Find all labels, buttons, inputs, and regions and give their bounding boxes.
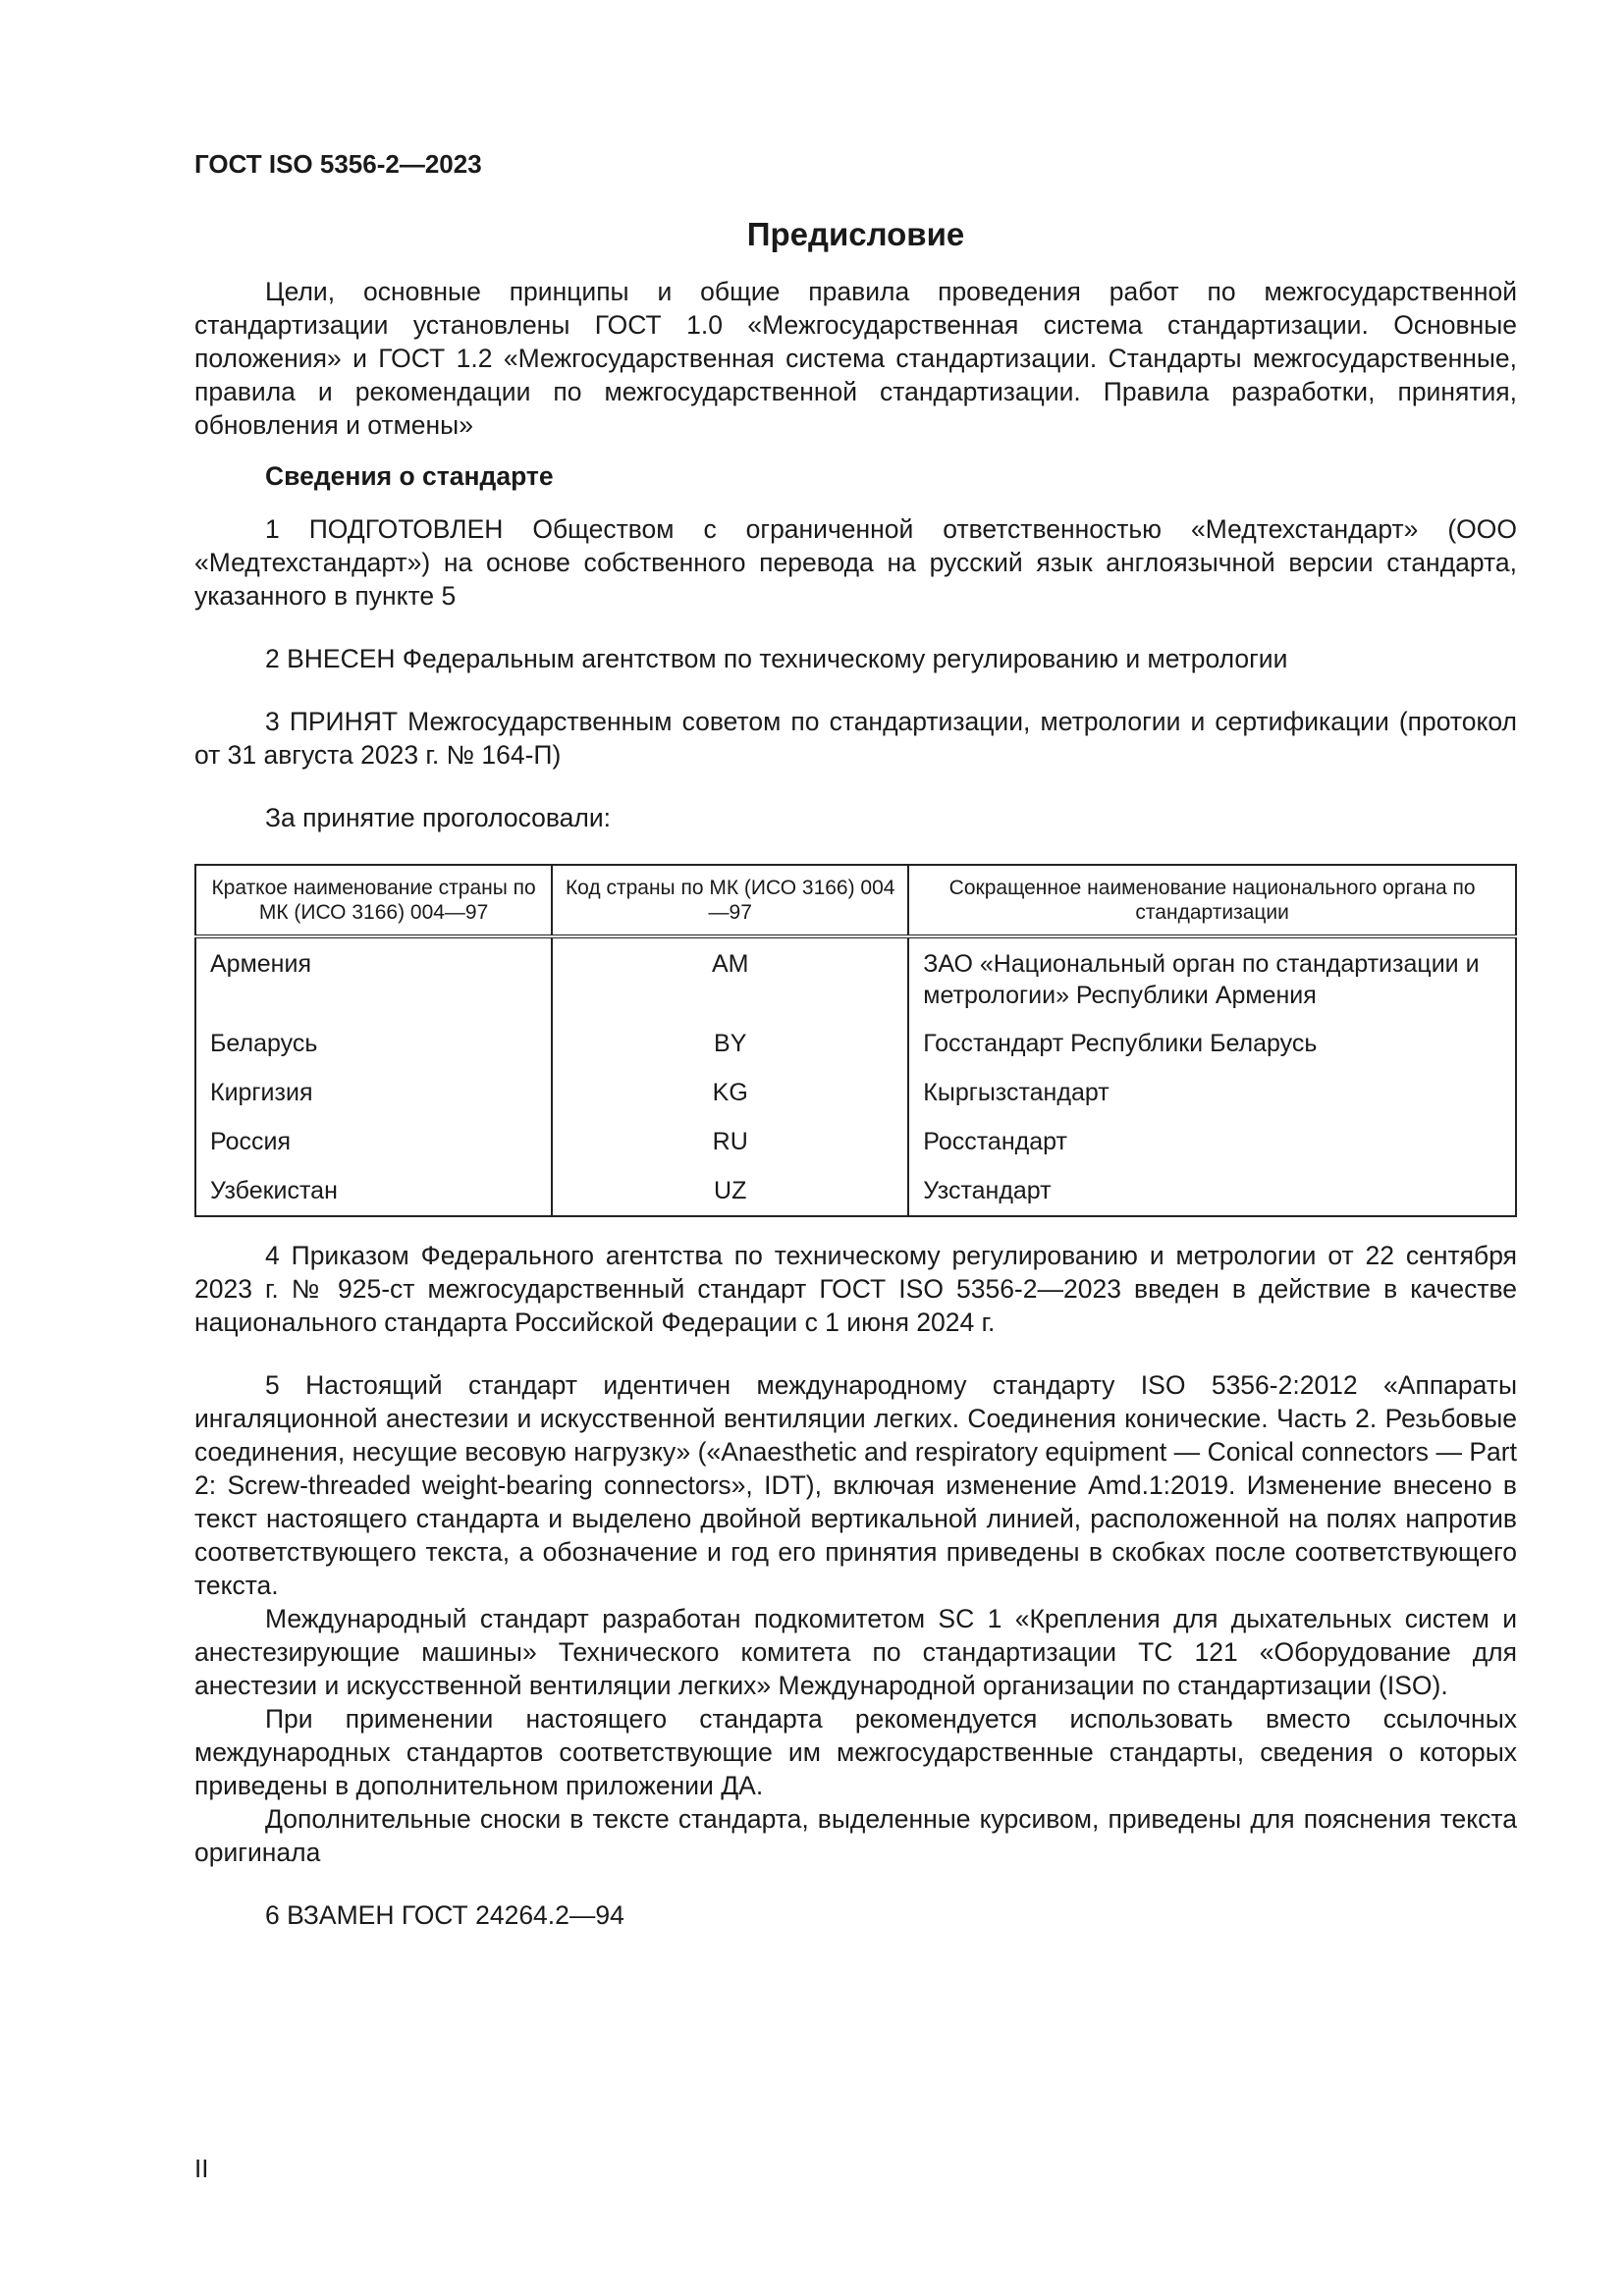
item-5-footnotes: Дополнительные сноски в тексте стандарта, выделенные курсивом, приведены для пояснения текста оригинала <box>194 1804 1517 1867</box>
item-5-committee: Международный стандарт разработан подкомитетом SC 1 «Крепления для дыхательных систем и анестезирующие машины» Технического комитета по стандартизации TC 121 «Оборудование для анестезии и искусственной вентиляции легких» Международной организации по стандартизации (ISO). <box>194 1604 1517 1700</box>
table-row <box>195 1166 1516 1216</box>
country-cell: Узбекистан <box>195 1166 552 1216</box>
vote-label: За принятие проголосовали: <box>265 803 612 832</box>
table-row <box>195 936 1516 1019</box>
code-cell: KG <box>552 1068 908 1117</box>
item-4: 4 Приказом Федерального агентства по техническому регулированию и метрологии от 22 сентября 2023 г. № 925-ст межгосударственный стандарт ГОСТ ISO 5356-2—2023 введен в действие в качестве национального стандарта Российской Федерации с 1 июня 2024 г. <box>194 1241 1517 1337</box>
item-1: 1 ПОДГОТОВЛЕН Обществом с ограниченной ответственностью «Медтехстандарт» (ООО «Медтехстандарт») на основе собственного перевода на русский язык англоязычной версии стандарта, указанного в пункте 5 <box>194 514 1517 611</box>
item-2: 2 ВНЕСЕН Федеральным агентством по техническому регулированию и метрологии <box>265 644 1288 673</box>
page-number: II <box>194 2154 209 2183</box>
table-row <box>195 1117 1516 1166</box>
code-cell: AM <box>552 936 908 1019</box>
country-cell: Беларусь <box>195 1019 552 1068</box>
table-header-row <box>195 865 1516 936</box>
body-cell: Кыргызстандарт <box>908 1068 1516 1117</box>
table-row <box>195 1068 1516 1117</box>
table-header-body: Сокращенное наименование национального органа по стандартизации <box>908 865 1516 936</box>
item-6: 6 ВЗАМЕН ГОСТ 24264.2—94 <box>265 1900 624 1930</box>
table-row <box>195 1019 1516 1068</box>
standard-code: ГОСТ ISO 5356-2—2023 <box>194 149 482 179</box>
body-cell: Госстандарт Республики Беларусь <box>908 1019 1516 1068</box>
voting-table <box>194 864 1517 1217</box>
country-cell: Киргизия <box>195 1068 552 1117</box>
body-cell: ЗАО «Национальный орган по стандартизации и метрологии» Республики Армения <box>908 936 1516 1019</box>
item-5-application: При применении настоящего стандарта рекомендуется использовать вместо ссылочных международных стандартов соответствующие им межгосударственные стандарты, сведения о которых приведены в дополнительном приложении ДА. <box>194 1704 1517 1800</box>
section-subtitle: Сведения о стандарте <box>265 461 554 491</box>
code-cell: UZ <box>552 1166 908 1216</box>
body-cell: Узстандарт <box>908 1166 1516 1216</box>
country-cell: Армения <box>195 936 552 1019</box>
item-5: 5 Настоящий стандарт идентичен международному стандарту ISO 5356-2:2012 «Аппараты ингаляционной анестезии и искусственной вентиляции легких. Соединения конические. Часть 2. Резьбовые соединения, несущие весовую нагрузку» («Anaesthetic and respiratory equipment — Conical connectors — Part 2: Screw-threaded weight-bearing connectors», IDT), включая изменение Amd.1:2019. Изменение внесено в текст настоящего стандарта и выделено двойной вертикальной линией, расположенной на полях напротив соответствующего текста, а обозначение и год его принятия приведены в скобках после соответствующего текста. <box>194 1370 1517 1600</box>
code-cell: RU <box>552 1117 908 1166</box>
country-cell: Россия <box>195 1117 552 1166</box>
item-3: 3 ПРИНЯТ Межгосударственным советом по стандартизации, метрологии и сертификации (протокол от 31 августа 2023 г. № 164-П) <box>194 707 1517 770</box>
intro-paragraph: Цели, основные принципы и общие правила проведения работ по межгосударственной стандартизации установлены ГОСТ 1.0 «Межгосударственная система стандартизации. Основные положения» и ГОСТ 1.2 «Межгосударственная система стандартизации. Стандарты межгосударственные, правила и рекомендации по межгосударственной стандартизации. Правила разработки, принятия, обновления и отмены» <box>194 277 1517 440</box>
page-title: Предисловие <box>746 216 965 252</box>
table-header-code: Код страны по МК (ИСО 3166) 004—97 <box>552 865 908 936</box>
code-cell: BY <box>552 1019 908 1068</box>
document-page <box>194 147 1517 1932</box>
body-cell: Росстандарт <box>908 1117 1516 1166</box>
table-header-country: Краткое наименование страны по МК (ИСО 3166) 004—97 <box>195 865 552 936</box>
